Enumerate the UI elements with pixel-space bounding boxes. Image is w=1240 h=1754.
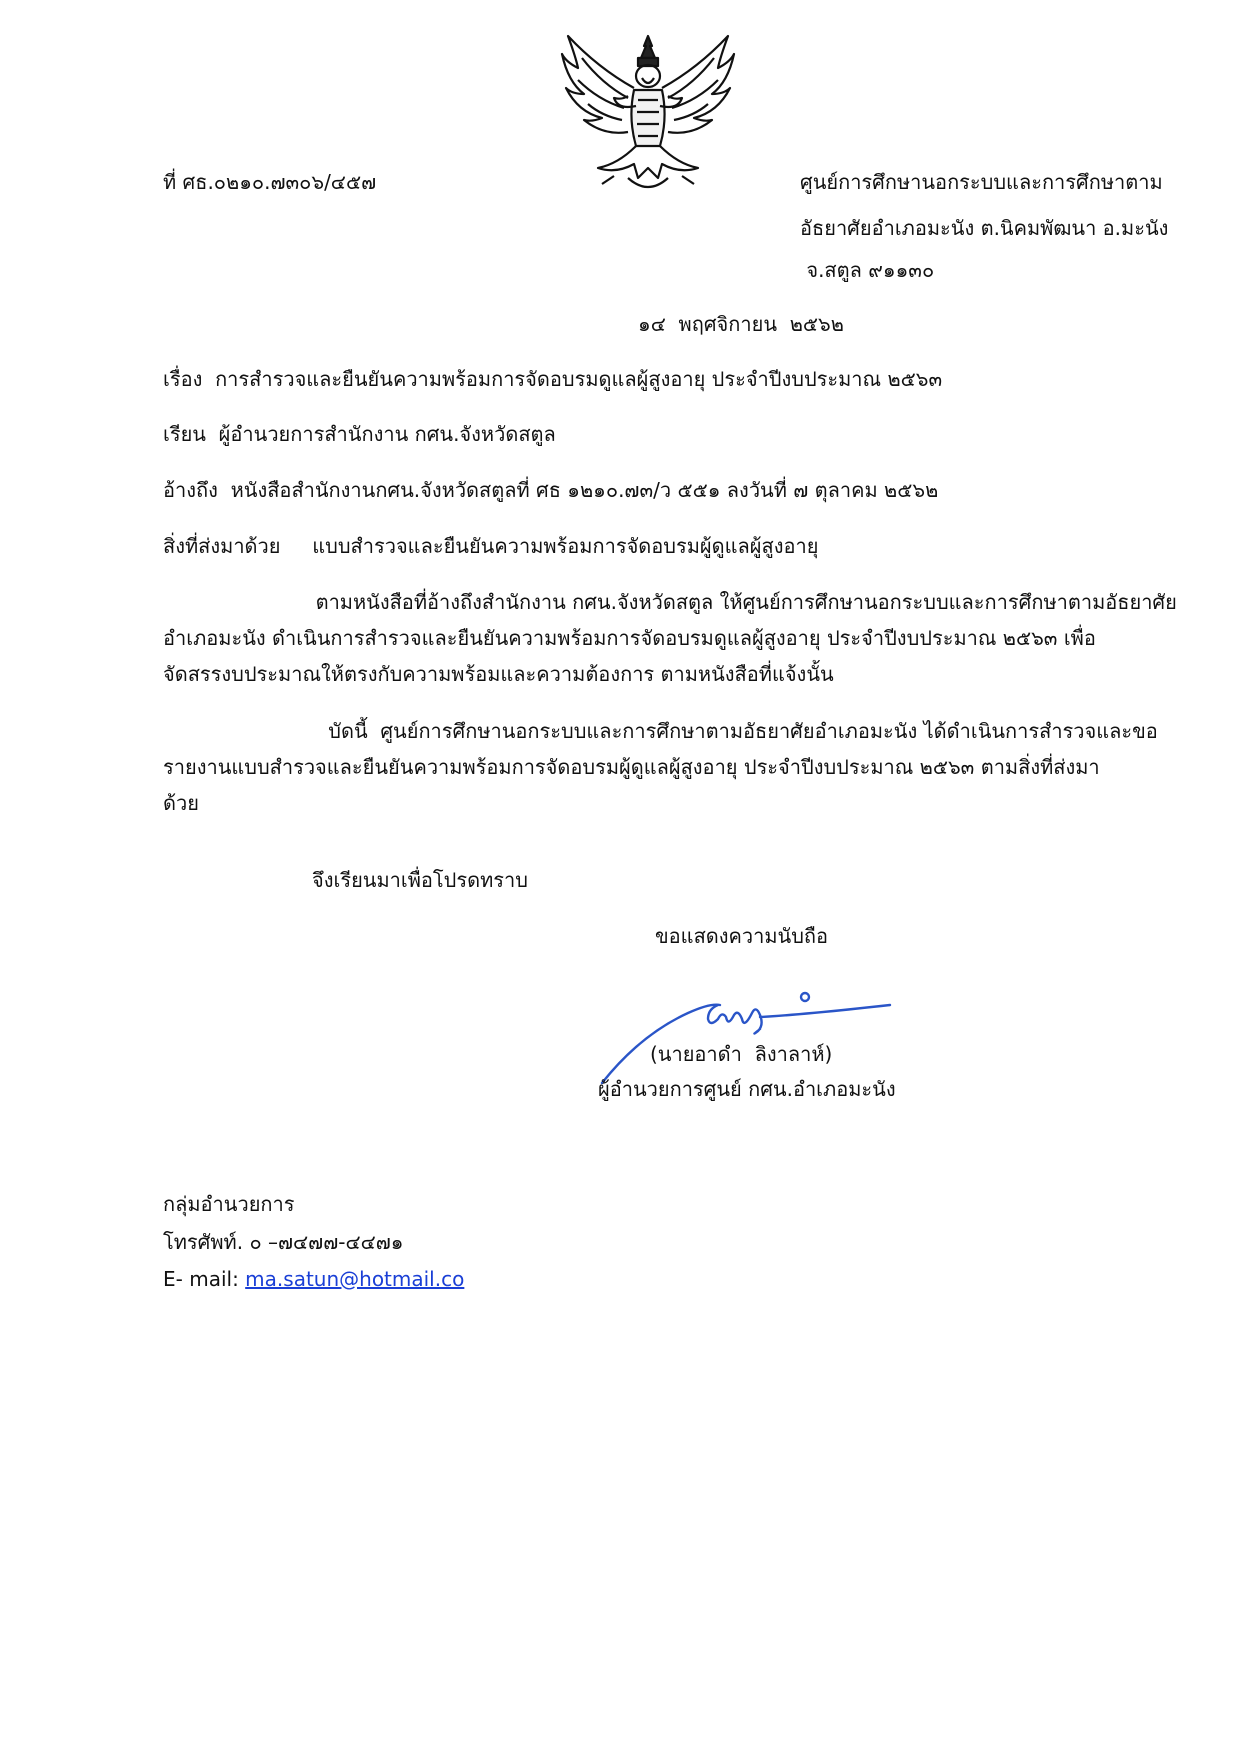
signer-title: ผู้อำนวยการศูนย์ กศน.อำเภอมะนัง bbox=[598, 1077, 896, 1101]
signer-name: (นายอาดำ ลิงาลาห์) bbox=[650, 1042, 833, 1066]
paragraph-line: ตามหนังสือที่อ้างถึงสำนักงาน กศน.จังหวัดสตูล ให้ศูนย์การศึกษานอกระบบและการศึกษาตามอัธยาศัย bbox=[163, 590, 1177, 614]
regards-line: ขอแสดงความนับถือ bbox=[655, 924, 829, 948]
letter-addressee: เรียน ผู้อำนวยการสำนักงาน กศน.จังหวัดสตูล bbox=[163, 422, 556, 446]
paragraph-line: บัดนี้ ศูนย์การศึกษานอกระบบและการศึกษาตามอัธยาศัยอำเภอมะนัง ได้ดำเนินการสำรวจและขอ bbox=[163, 719, 1158, 743]
letter-enclosure: สิ่งที่ส่งมาด้วย แบบสำรวจและยืนยันความพร้อมการจัดอบรมผู้ดูแลผู้สูงอายุ bbox=[163, 534, 819, 558]
office-address-line-2: อัธยาศัยอำเภอมะนัง ต.นิคมพัฒนา อ.มะนัง bbox=[800, 216, 1169, 240]
phone-number: โทรศัพท์. ๐ –๗๔๗๗-๔๔๗๑ bbox=[163, 1230, 404, 1254]
letter-date: ๑๔ พฤศจิกายน ๒๕๖๒ bbox=[638, 312, 844, 336]
email-line bbox=[163, 1267, 464, 1291]
paragraph-line: อำเภอมะนัง ดำเนินการสำรวจและยืนยันความพร้อมการจัดอบรมดูแลผู้สูงอายุ ประจำปีงบประมาณ ๒๕๖๓ เพื่อ bbox=[163, 626, 1096, 650]
office-address-line-1: ศูนย์การศึกษานอกระบบและการศึกษาตาม bbox=[800, 170, 1163, 194]
letter-subject: เรื่อง การสำรวจและยืนยันความพร้อมการจัดอบรมดูแลผู้สูงอายุ ประจำปีงบประมาณ ๒๕๖๓ bbox=[163, 367, 943, 391]
email-label: E- mail: bbox=[163, 1267, 246, 1291]
email-link[interactable]: ma.satun@hotmail.co bbox=[245, 1267, 465, 1291]
paragraph-line: ด้วย bbox=[163, 791, 199, 815]
body-paragraph-1 bbox=[163, 584, 1177, 692]
closing-line: จึงเรียนมาเพื่อโปรดทราบ bbox=[312, 868, 528, 892]
paragraph-line: รายงานแบบสำรวจและยืนยันความพร้อมการจัดอบรมผู้ดูแลผู้สูงอายุ ประจำปีงบประมาณ ๒๕๖๓ ตามสิ่งที่ส่งมา bbox=[163, 755, 1100, 779]
letter-reference: อ้างถึง หนังสือสำนักงานกศน.จังหวัดสตูลที่ ศธ ๑๒๑๐.๗๓/ว ๕๕๑ ลงวันที่ ๗ ตุลาคม ๒๕๖๒ bbox=[163, 478, 939, 502]
office-address-line-3: จ.สตูล ๙๑๑๓๐ bbox=[800, 258, 935, 282]
department-name: กลุ่มอำนวยการ bbox=[163, 1192, 295, 1216]
paragraph-line: จัดสรรงบประมาณให้ตรงกับความพร้อมและความต้องการ ตามหนังสือที่แจ้งนั้น bbox=[163, 662, 834, 686]
body-paragraph-2 bbox=[163, 713, 1158, 821]
garuda-emblem-icon bbox=[558, 28, 738, 198]
reference-number: ที่ ศธ.๐๒๑๐.๗๓๐๖/๔๕๗ bbox=[163, 170, 377, 194]
signature-mark bbox=[600, 975, 900, 1085]
